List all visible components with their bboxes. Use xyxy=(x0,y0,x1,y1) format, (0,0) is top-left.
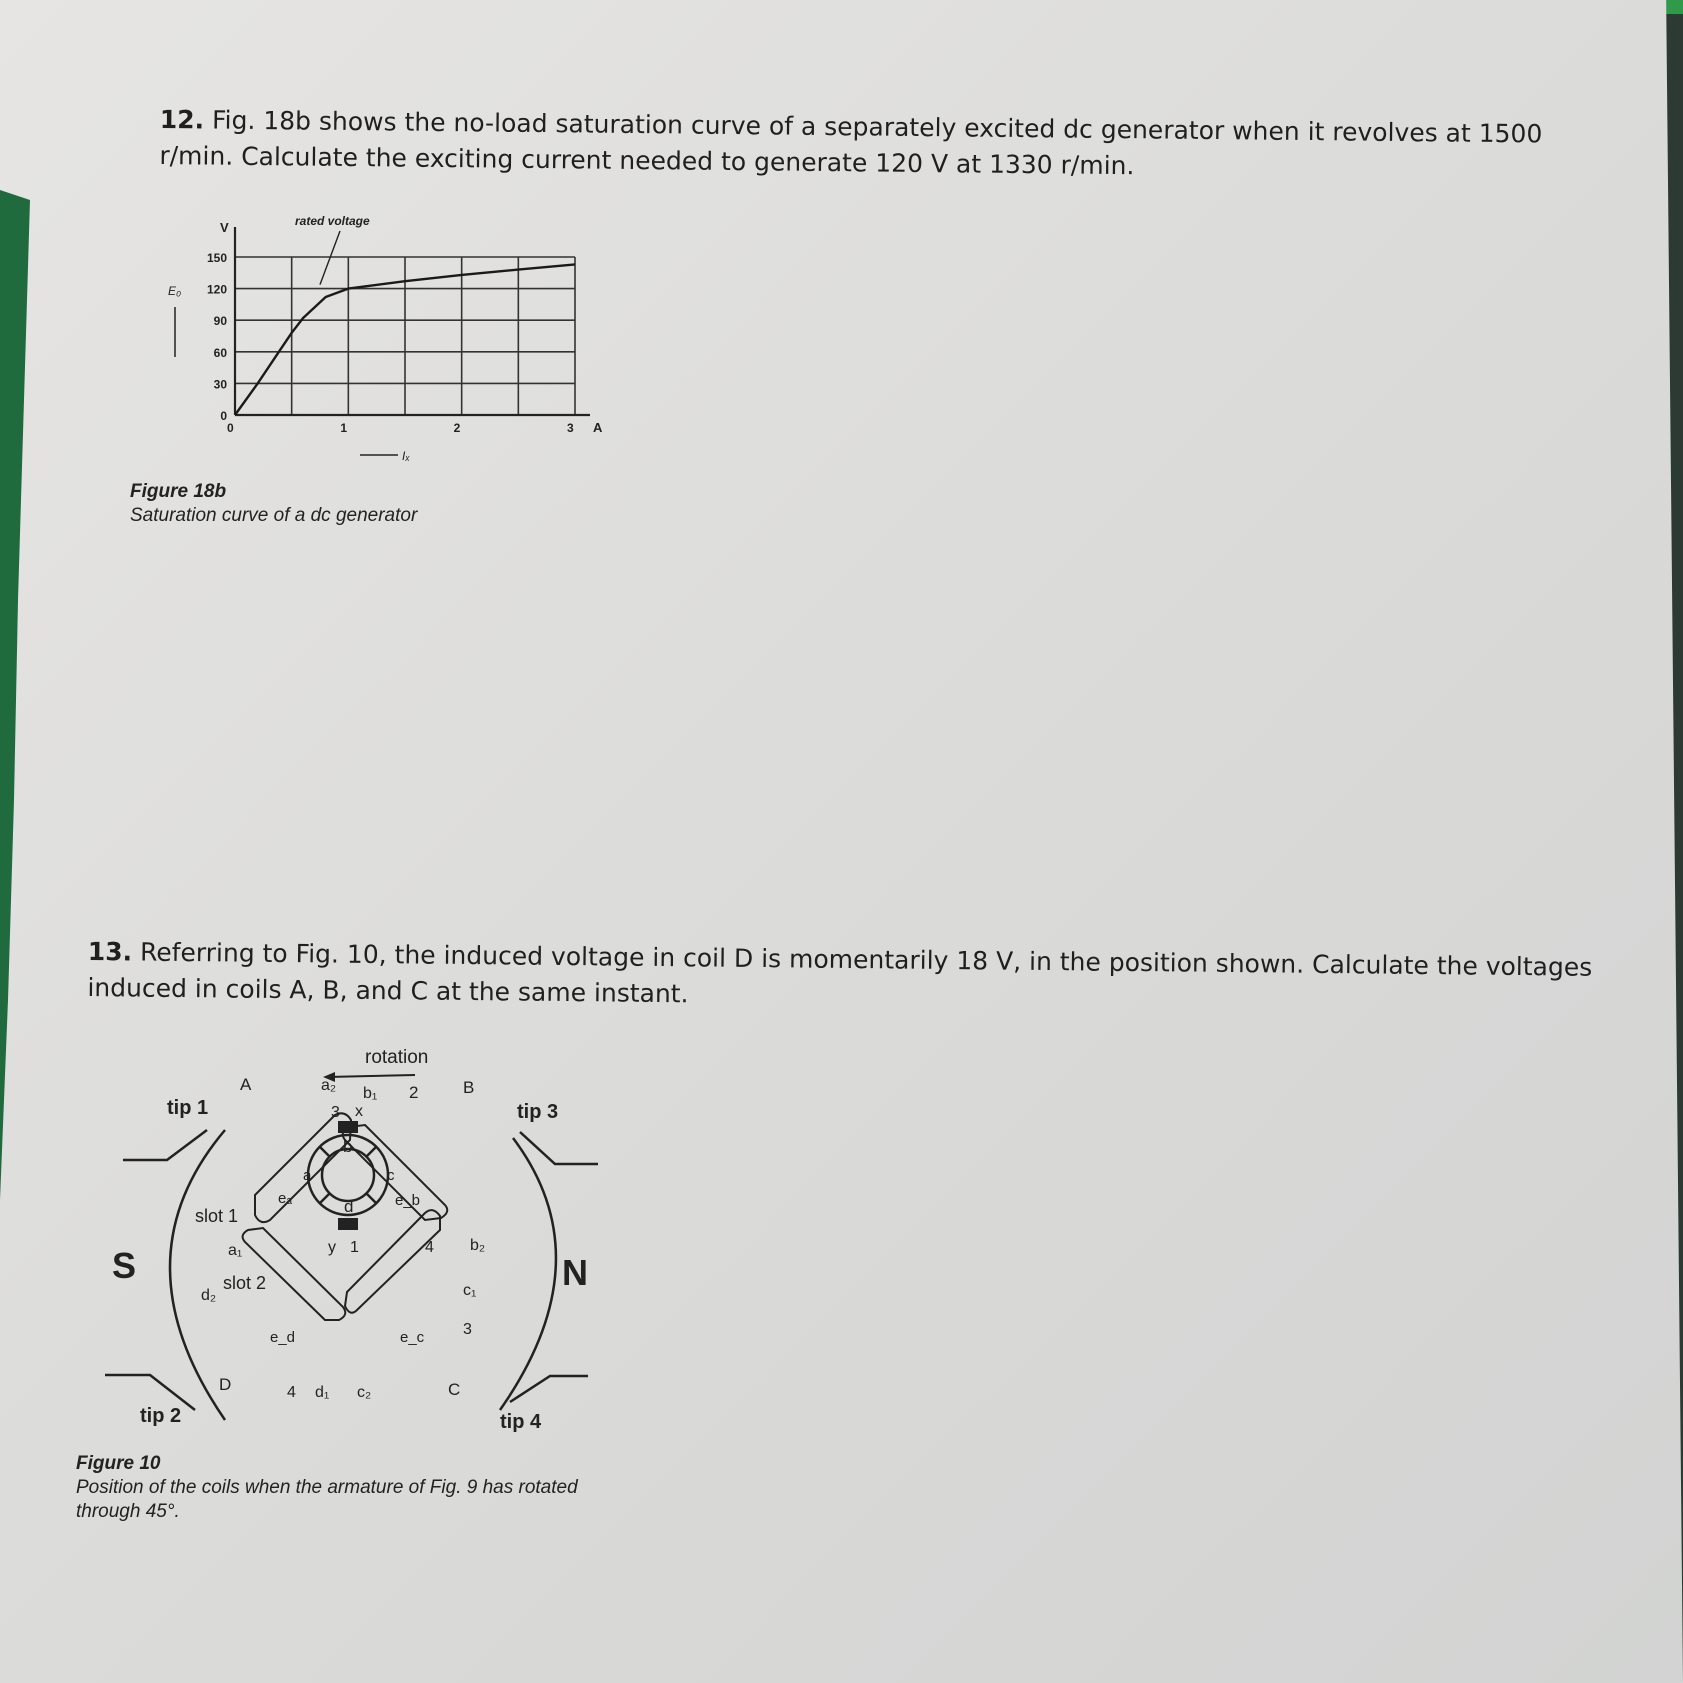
slot-2-label: slot 2 xyxy=(223,1273,267,1293)
y-tick-label: 30 xyxy=(213,377,227,392)
brush-x xyxy=(338,1121,358,1133)
figure-18b-caption-title: Figure 18b xyxy=(130,481,227,502)
coil-d-label: D xyxy=(219,1375,232,1394)
conductor-b2-label: b₂ xyxy=(470,1237,486,1254)
conductor-d1-label: d₁ xyxy=(315,1384,330,1401)
y-side-label: E₀ xyxy=(168,284,182,298)
brush-y xyxy=(338,1218,358,1230)
y-tick-label: 0 xyxy=(220,409,227,423)
question-13-text: Referring to Fig. 10, the induced voltage in coil D is momentarily 18 V, in the position shown. Calculate the voltages induced in coils A, B, and C at the same instant. xyxy=(87,937,1593,1009)
figure-10-caption-title: Figure 10 xyxy=(76,1453,161,1474)
figure-18b-chart xyxy=(150,210,620,480)
y-tick-label: 120 xyxy=(206,282,227,297)
rotation-arrow xyxy=(323,1072,415,1082)
y-tick-label: 90 xyxy=(213,314,227,329)
figure-18b-caption xyxy=(130,480,510,528)
figure-10-caption-desc: Position of the coils when the armature of Fig. 9 has rotated through 45°. xyxy=(76,1477,578,1522)
position-1-bottom: 1 xyxy=(350,1239,359,1256)
question-12-number: 12. xyxy=(159,104,205,135)
pole-n-label: N xyxy=(562,1252,588,1293)
rotation-label: rotation xyxy=(365,1047,429,1068)
coil-c-label: C xyxy=(448,1380,461,1399)
x-tick-label: 3 xyxy=(567,421,574,435)
x-tick-label: 0 xyxy=(227,421,234,435)
x-tick-label: 1 xyxy=(340,421,348,435)
rated-voltage-annotation: rated voltage xyxy=(295,214,370,228)
emf-d-label: e_d xyxy=(270,1329,296,1346)
coil-a-label: A xyxy=(240,1075,252,1094)
segment-d-label: d xyxy=(344,1197,354,1216)
segment-b-label: b xyxy=(343,1137,353,1156)
question-12 xyxy=(159,102,1580,189)
conductor-d2-label: d₂ xyxy=(201,1287,217,1304)
conductor-a1-label: a₁ xyxy=(228,1242,243,1259)
coil-b-label: B xyxy=(463,1078,475,1097)
conductor-a2-label: a₂ xyxy=(321,1077,337,1094)
figure-10-caption xyxy=(76,1452,596,1524)
position-4-bottom: 4 xyxy=(287,1384,296,1401)
y-tick-label: 60 xyxy=(213,345,227,360)
y-unit-label: V xyxy=(220,220,229,235)
x-axis-label: Iₓ xyxy=(402,449,410,463)
question-13-number: 13. xyxy=(87,936,133,967)
figure-18b-caption-desc: Saturation curve of a dc generator xyxy=(130,505,418,526)
position-2-top: 2 xyxy=(409,1083,419,1102)
conductor-b1-label: b₁ xyxy=(363,1085,378,1102)
coil-c xyxy=(345,1210,440,1313)
position-4-right: 4 xyxy=(425,1239,434,1256)
segment-a-label: a xyxy=(303,1167,312,1184)
x-tick-label: 2 xyxy=(453,421,461,435)
tip-2-label: tip 2 xyxy=(140,1405,182,1427)
question-12-text: Fig. 18b shows the no-load saturation curve of a separately excited dc generator when it revolves at 1500 r/min. Calculate the exciting current needed to generate 120 V at 1330 r/min. xyxy=(159,105,1543,181)
emf-b-label: e_b xyxy=(395,1192,421,1209)
x-unit-label: A xyxy=(593,420,603,435)
tip-1-label: tip 1 xyxy=(167,1097,209,1119)
brush-x-label: x xyxy=(355,1103,363,1120)
position-3-top: 3 xyxy=(331,1104,340,1121)
conductor-c1-label: c₁ xyxy=(463,1282,477,1299)
emf-a-label: eₐ xyxy=(278,1190,292,1207)
figure-10-diagram xyxy=(95,1030,615,1450)
conductor-c2-label: c₂ xyxy=(357,1384,372,1401)
tip-4-label: tip 4 xyxy=(500,1411,542,1433)
brush-y-label: y xyxy=(328,1239,336,1256)
y-tick-label: 150 xyxy=(206,251,227,265)
segment-c-label: c xyxy=(387,1167,395,1184)
slot-1-label: slot 1 xyxy=(195,1206,239,1226)
emf-c-label: e_c xyxy=(400,1329,425,1346)
tip-3-label: tip 3 xyxy=(517,1101,559,1123)
position-3-right: 3 xyxy=(463,1321,472,1338)
pole-s-label: S xyxy=(112,1245,137,1286)
